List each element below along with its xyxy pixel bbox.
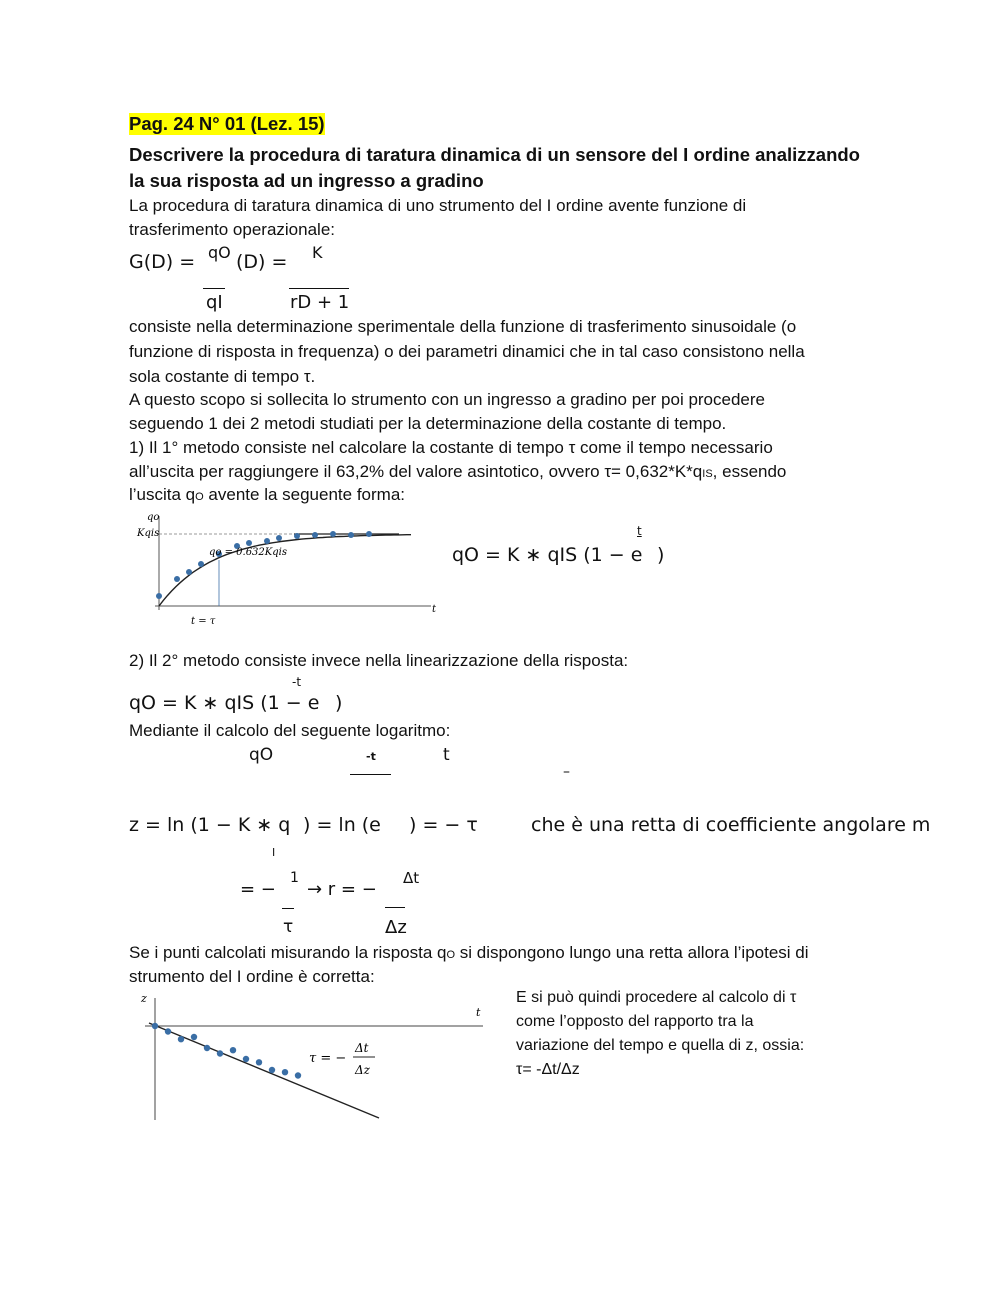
question-title-line2: la sua risposta ad un ingresso a gradino (129, 170, 484, 191)
method1-line2: all’uscita per raggiungere il 63,2% del valore asintotico, ovvero τ= 0,632*K*qIS, essendo (129, 462, 787, 481)
conclusion-line2: strumento del I ordine è corretta: (129, 967, 375, 986)
desc-line2: funzione di risposta in frequenza) o dei parametri dinamici che in tal caso consistono nella (129, 342, 805, 361)
z-exp-t: -t (366, 750, 376, 763)
z-main2: ) = ln (e (303, 814, 381, 836)
fig1-response-curve (159, 535, 411, 606)
fig1-level-label: Kqis (137, 528, 160, 539)
log-intro: Mediante il calcolo del seguente logaritmo: (129, 721, 451, 740)
side-text-line2: come l’opposto del rapporto tra la (516, 1013, 754, 1030)
formula-g-num: qO (208, 243, 231, 262)
fig1-data-point (366, 531, 372, 537)
formula-g-k: K (312, 243, 323, 262)
fig1-data-point (156, 593, 162, 599)
fig1-tau-label: t = τ (191, 616, 216, 627)
fig2-data-point (230, 1047, 236, 1053)
z-num-q: qO (249, 745, 274, 765)
side-text-line4: τ= -Δt/Δz (516, 1061, 580, 1078)
fig1-curve-label: qo = 0.632Kqis (209, 547, 287, 558)
z-main3: ) = − τ (409, 814, 478, 836)
fig2-tau-lhs: τ = − (309, 1051, 347, 1066)
qo1-text: qO = K ∗ qIS (1 − e (452, 544, 643, 566)
fig1-data-point (264, 538, 270, 544)
fig2-x-label: t (476, 1006, 481, 1019)
formula-g-den2: rD + 1 (290, 292, 350, 313)
fig2-data-point (243, 1056, 249, 1062)
qo1-close: ) (657, 544, 665, 566)
linearization-figure (129, 990, 501, 1128)
fig2-data-point (282, 1069, 288, 1075)
fig1-data-point (276, 535, 282, 541)
fig1-y-label: qo (147, 512, 160, 523)
fig2-data-point (152, 1023, 158, 1029)
m-dz: Δz (385, 917, 407, 938)
fig2-data-point (269, 1067, 275, 1073)
conclusion-line1: Se i punti calcolati misurando la risposta qO si dispongono lungo una retta allora l’ipotesi di (129, 943, 809, 962)
m-dt: Δt (403, 869, 420, 887)
fig1-data-point (186, 569, 192, 575)
fig2-tau-num: Δt (355, 1041, 369, 1055)
desc-line3: sola costante di tempo τ. (129, 367, 316, 386)
m-eq: = − (240, 879, 276, 900)
z-main: z = ln (1 − K ∗ q (129, 814, 291, 836)
fig2-y-label: z (141, 992, 147, 1005)
formula-g-den: qI (206, 292, 223, 313)
qo2-text: qO = K ∗ qIS (1 − e (129, 692, 320, 714)
fig2-tau-den: Δz (355, 1063, 370, 1077)
purpose-line2: seguendo 1 dei 2 metodi studiati per la determinazione della costante di tempo. (129, 414, 727, 433)
side-text-line1: E si può quindi procedere al calcolo di τ (516, 989, 797, 1006)
question-title-line1: Descrivere la procedura di taratura dinamica di un sensore del I ordine analizzando (129, 144, 860, 165)
intro-line2: trasferimento operazionale: (129, 220, 336, 239)
qo2-close: ) (335, 692, 343, 714)
qo2-exp: -t (292, 675, 302, 689)
intro-line1: La procedura di taratura dinamica di uno strumento del I ordine avente funzione di (129, 196, 747, 215)
fig1-plot (136, 512, 437, 627)
fig1-data-point (312, 532, 318, 538)
fig1-data-point (348, 532, 354, 538)
m-one: 1 (290, 870, 299, 886)
formula-g-mid: (D) = (236, 251, 288, 273)
method1-line3: l’uscita qO avente la seguente forma: (129, 485, 405, 504)
step-response-figure (129, 508, 451, 632)
fig2-data-point (178, 1036, 184, 1042)
m-tau: τ (283, 917, 294, 937)
fig2-data-point (165, 1028, 171, 1034)
fig1-data-point (330, 531, 336, 537)
purpose-line1: A questo scopo si sollecita lo strumento con un ingresso a gradino per poi procedere (129, 390, 765, 409)
method1-line1: 1) Il 1° metodo consiste nel calcolare la costante di tempo τ come il tempo necessario (129, 438, 773, 457)
qo1-exp: t (637, 524, 642, 538)
fig1-data-point (294, 533, 300, 539)
desc-line1: consiste nella determinazione sperimentale della funzione di trasferimento sinusoidale (o (129, 317, 797, 336)
z-minus-mark: – (563, 764, 570, 780)
fig1-x-label: t (432, 604, 437, 615)
page-reference: Pag. 24 N° 01 (Lez. 15) (129, 113, 325, 134)
fig2-data-point (217, 1050, 223, 1056)
fig2-data-point (191, 1034, 197, 1040)
method2-line1: 2) Il 2° metodo consiste invece nella linearizzazione della risposta: (129, 651, 629, 670)
fig1-data-point (246, 540, 252, 546)
side-text-line3: variazione del tempo e quella di z, ossia: (516, 1037, 805, 1054)
z-sub-i: I (272, 846, 276, 859)
fig1-data-point (198, 561, 204, 567)
z-t: t (443, 745, 450, 765)
fig2-plot (140, 992, 483, 1120)
fig2-data-point (204, 1045, 210, 1051)
formula-g-lhs: G(D) = (129, 251, 196, 273)
z-line-text: che è una retta di coefficiente angolare m (531, 814, 931, 836)
fig2-data-point (295, 1072, 301, 1078)
fig2-data-point (256, 1059, 262, 1065)
fig1-data-point (174, 576, 180, 582)
m-arrow: → r = − (307, 879, 377, 900)
